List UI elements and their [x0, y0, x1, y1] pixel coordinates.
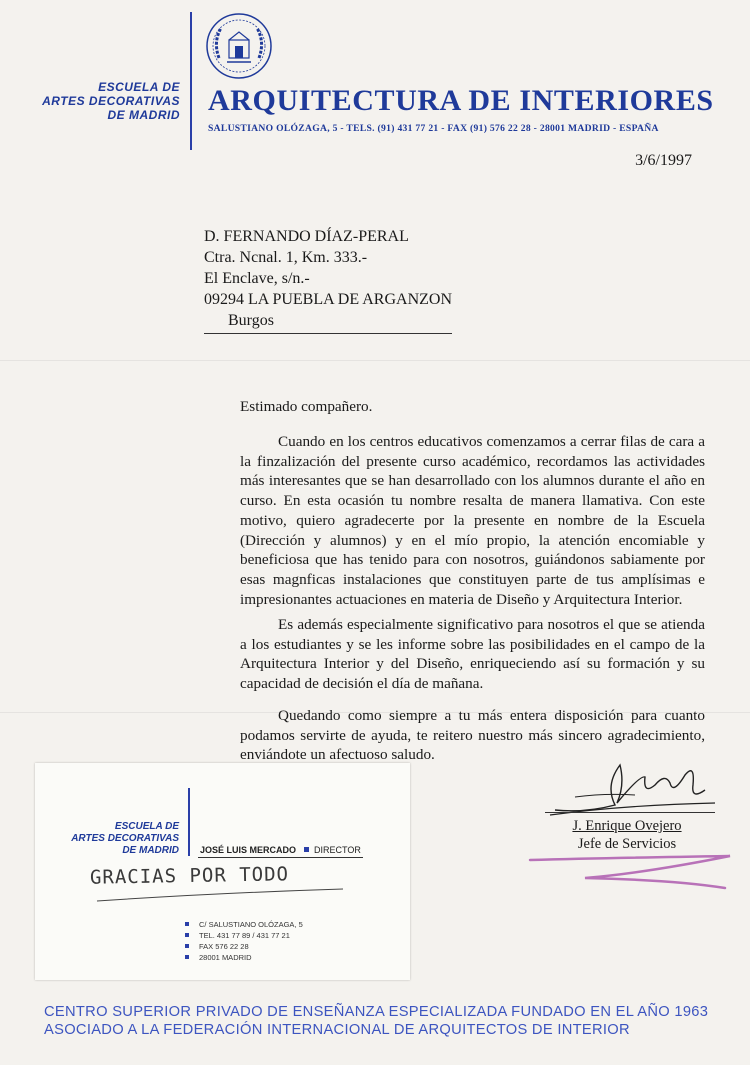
letter-footer	[44, 1003, 714, 1039]
card-person-role: DIRECTOR	[314, 845, 361, 855]
recipient-province: Burgos	[228, 312, 274, 329]
card-school-line: DE MADRID	[122, 845, 179, 856]
signer-title: Jefe de Servicios	[577, 836, 677, 852]
signer-name: J. Enrique Ovejero	[572, 818, 682, 834]
handwritten-signature	[545, 755, 720, 825]
card-name-underline	[198, 857, 363, 858]
business-card	[35, 763, 410, 980]
letterhead-divider	[190, 12, 192, 150]
letterhead-address: SALUSTIANO OLÓZAGA, 5 - TELS. (91) 431 77 21 - FAX (91) 576 22 28 - 28001 MADRID - ESPAÑA	[208, 123, 659, 134]
card-address-line: C/ SALUSTIANO OLÓZAGA, 5	[199, 920, 303, 929]
letterhead-title: ARQUITECTURA DE INTERIORES	[208, 84, 714, 117]
square-bullet-icon	[304, 847, 309, 852]
footer-line-1: CENTRO SUPERIOR PRIVADO DE ENSEÑANZA ESPECIALIZADA FUNDADO EN EL AÑO 1963	[44, 1004, 709, 1020]
card-address-line: FAX 576 22 28	[199, 942, 249, 951]
card-school-line: ARTES DECORATIVAS	[71, 833, 179, 844]
card-person-name: JOSÉ LUIS MERCADO	[200, 845, 297, 855]
seal-emblem-icon	[205, 12, 273, 80]
school-name-line: DE MADRID	[107, 108, 180, 122]
letter-paragraph-3: Quedando como siempre a tu más entera disposición para cuanto podamos servirte de ayuda, te reitero nuestro más sincero agradecimiento, enviándote un afectuoso saludo.	[240, 707, 705, 764]
recipient-address-line: Ctra. Ncnal. 1, Km. 333.-	[204, 249, 368, 266]
card-divider	[188, 788, 190, 856]
square-bullet-icon	[185, 955, 189, 959]
card-person	[200, 845, 361, 855]
school-name-line: ARTES DECORATIVAS	[42, 94, 180, 108]
card-address-line: 28001 MADRID	[199, 953, 252, 962]
recipient-block	[204, 226, 452, 331]
signature-line	[545, 812, 715, 813]
pen-stroke	[95, 885, 345, 905]
letter-paragraph-2: Es además especialmente significativo para nosotros el que se atienda a los estudiantes y se les informe sobre las posibilidades en el campo de la Arquitectura Interior y del Diseño, enriqueciendo así su formación y su capacidad de decisión el día de mañana.	[240, 616, 705, 693]
letter-paragraph-1: Cuando en los centros educativos comenzamos a cerrar filas de cara a la finzalización del presente curso académico, recordamos las actividades más interesantes que se han desarrollado con los alumnos durante el año en curso. En esta ocasión tu nombre resalta de manera llamativa. Con este motivo, quiero agradecerte por la presente en nombre de la Escuela (Dirección y alumnos) y en el mío propio, la atención encomiable y beneficiosa que has tenido para con nosotros, guiándonos sabiamente por esas magnficas instalaciones que constituyen parte de tus amplísimas e impresionantes actuaciones en materia de Diseño y Arquitectura Interior.	[240, 433, 705, 608]
square-bullet-icon	[185, 922, 189, 926]
square-bullet-icon	[185, 944, 189, 948]
recipient-address-line: 09294 LA PUEBLA DE ARGANZON	[204, 291, 453, 308]
card-school-name	[47, 821, 179, 857]
card-address	[185, 919, 303, 963]
letter-greeting: Estimado compañero.	[240, 398, 373, 415]
school-name-line: ESCUELA DE	[98, 80, 180, 94]
card-school-line: ESCUELA DE	[114, 821, 179, 832]
square-bullet-icon	[185, 933, 189, 937]
recipient-underline	[204, 333, 452, 334]
handwritten-note: GRACIAS POR TODO	[89, 863, 290, 889]
recipient-address-line: El Enclave, s/n.-	[204, 270, 310, 287]
school-name	[40, 80, 180, 122]
recipient-name: D. FERNANDO DÍAZ-PERAL	[204, 228, 409, 245]
letter-date: 3/6/1997	[635, 152, 692, 169]
paper-fold-line	[0, 360, 750, 361]
card-address-line: TEL. 431 77 89 / 431 77 21	[199, 931, 290, 940]
footer-line-2: ASOCIADO A LA FEDERACIÓN INTERNACIONAL DE ARQUITECTOS DE INTERIOR	[44, 1022, 630, 1038]
highlighter-stroke	[525, 848, 740, 908]
